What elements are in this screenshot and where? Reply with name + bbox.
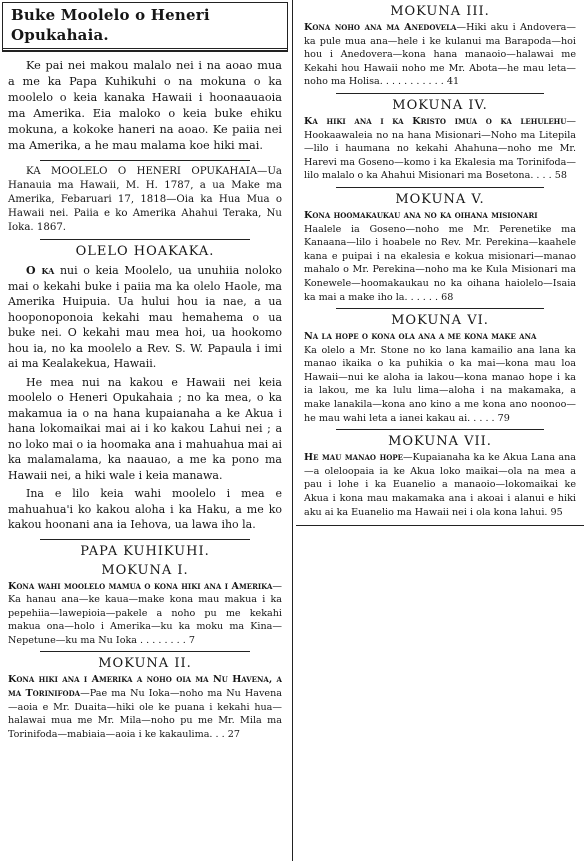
mokuna-2-contents: —Pae ma Nu Ioka—noho ma Nu Havena—aoia e Mr. Duaita—hiki ole ke puana i kekahi hua—halawai mua me Mr. Mila—noho pu me Mr. Mila ma Torinifoda—mabiaia—aoia i ke kakaulima. . . 27: [8, 688, 282, 740]
mokuna-7-heading: MOKUNA VII.: [388, 434, 492, 450]
mokuna-5-lead: Kona hoomakaukau ana no ka oihana misionari: [304, 209, 538, 221]
mokuna-5-entry: [296, 209, 584, 304]
title-box: [2, 2, 288, 52]
mokuna-4-entry: [296, 115, 584, 183]
column-end-rule: [296, 525, 584, 526]
bibliographic-entry: KA MOOLELO O HENERI OPUKAHAIA—Ua Hanauia ma Hawaii, M. H. 1787, a ua Make ma Amerika, Febaruari 17, 1818—Oia ka Hua Mua o Hawaii nei. Paiia e ko Amerika Ahahui Teraka, Nu Ioka. 1867.: [8, 166, 282, 233]
divider-rule: [40, 239, 250, 240]
divider-rule: [40, 651, 250, 652]
mokuna-4-lead: Ka hiki ana i ka Kristo imua o ka lehulehu: [304, 115, 567, 127]
mokuna-4-contents: —Hookaawaleia no na hana Misionari—Noho ma Litepila—lilo i haumana no kekahi Ahahuna—noho me Mr. Harevi ma Goseno—komo i ka Ekalesia ma Torinifoda—lilo malalo o ka Ahahui Misionari ma Bosetona. . . . 58: [304, 115, 576, 182]
mokuna-2-entry: [0, 673, 290, 741]
divider-rule: [336, 187, 544, 188]
divider-rule: [336, 429, 544, 430]
mokuna-5-heading: MOKUNA V.: [395, 191, 485, 207]
left-column: [0, 0, 290, 741]
mokuna-3-heading: MOKUNA III.: [390, 4, 490, 19]
mokuna-2-heading: MOKUNA II.: [98, 656, 192, 672]
divider-rule: [40, 160, 250, 161]
papa-kuhikuhi-heading: PAPA KUHIKUHI.: [80, 543, 210, 559]
mokuna-2-lead: Kona hiki ana i Amerika a noho oia ma Nu Havena, a ma Torinifoda: [8, 674, 282, 700]
column-rule: [292, 0, 293, 861]
olelo-paragraph-2: He mea nui na kakou e Hawaii nei keia moolelo o Heneri Opukahaia ; no ka mea, o ka makamua ia o na hana kupaianaha a ke Akua i hana lokomaikai mai ai i ko kakou Lahui nei ; a no loko mai o ia hoomaka ana i mahuahua mai ai ka malamalama, ka naauao, a me ka pono ma Hawaii nei, a hiki wale i keia manawa.: [8, 375, 282, 482]
mokuna-5-contents: Haalele ia Goseno—noho me Mr. Perenetike ma Kanaana—lilo i hoabele no Rev. Mr. Perekina—kaahele kana e puipai i na ekalesia e kokua misionari—manao mahalo o Mr. Perekina—noho ma ke Kula Misionari ma Konewele—hoomakaukau no ka oihana haiolelo—Isaia ka mai a make iho la. . . . . . 68: [304, 223, 576, 303]
page-title: Buke Moolelo o Heneri Opukahaia.: [3, 3, 287, 51]
mokuna-6-contents: Ka olelo a Mr. Stone no ko lana kamailio ana lana ka manao ikaika o ka puhikia o ka mai—kona mau loa Hawaii—nui ke aloha ia lakou—kona manao hope i ka ia lakou, me ka lulu lima—aloha i na makamaka, a make lanakila—kona ano kino a me kona ano noonoo—he mau wahi leta a ianei kakau ai. . . . . 79: [304, 344, 576, 424]
mokuna-1-lead: Kona wahi moolelo mamua o kona hiki ana i Amerika: [8, 580, 273, 592]
divider-rule: [40, 539, 250, 540]
mokuna-1-contents: —Ka hanau ana—ke kaua—make kona mau makua i ka pepehiia—lawepioia—pakele a noho pu me kekahi makua ona—holo i Amerika—ku ka moku ma Kina—Nepetune—ku ma Nu Ioka . . . . . . . . 7: [8, 580, 282, 646]
mokuna-4-heading: MOKUNA IV.: [392, 97, 488, 113]
olelo-paragraph-3: Ina e lilo keia wahi moolelo i mea e mahuahua'i ko kakou aloha i ka Haku, a me ko kakou hoonani ana ia Iehova, ua lawa iho la.: [8, 487, 282, 531]
divider-rule: [336, 308, 544, 309]
mokuna-6-heading: MOKUNA VI.: [391, 313, 489, 329]
right-column: [296, 0, 584, 530]
mokuna-6-lead: Na la hope o kona ola ana a me kona make ana: [304, 331, 537, 343]
mokuna-1-entry: [0, 580, 290, 648]
mokuna-3-entry: [296, 21, 584, 89]
mokuna-7-entry: [296, 451, 584, 519]
mokuna-7-contents: —Kupaianaha ka ke Akua Lana ana—a oleloopaia ia ke Akua loko maikai—ola na mea a pau i lohe i ka Euanelio a manaoio—lokomaikai ke Akua i kona mau makamaka ana i akoai i alanui e hiki aku ai ka Euanelio ma Hawaii nei i ola kona lahui. 95: [304, 452, 576, 518]
divider-rule: [336, 93, 544, 94]
olelo-paragraph-1-text: nui o keia Moolelo, ua unuhiia noloko mai o kekahi buke i paiia ma ka olelo Haole, ma Amerika Huipuia. Ua hului hou ia nae, a ua hooponoponoia kekahi mau hemahema o ua buke nei. O kekahi mau mea hoi, ua hookomo hou ia, no ka moolelo a Rev. S. W. Papaula i imi ai ma Kealakekua, Hawaii.: [8, 264, 283, 370]
mokuna-3-contents: —Hiki aku i Andovera—ka pule mua ana—hele i ke kulanui ma Barapoda—hoi hou i Anedovera—kona hana manaoio—halawai me Kekahi hou Hawaii noho me Mr. Abota—he mau leta—noho ma Holisa. . . . . . . . . . . 41: [304, 22, 576, 88]
mokuna-3-lead: Kona noho ana ma Anedovela: [304, 22, 457, 33]
olelo-paragraph-1: [0, 263, 290, 372]
olelo-hoakaka-heading: OLELO HOAKAKA.: [75, 244, 215, 259]
mokuna-1-heading: MOKUNA I.: [101, 562, 189, 578]
olelo-paragraph-1-lead: O ka: [26, 264, 55, 277]
mokuna-7-lead: He mau manao hope: [304, 452, 403, 464]
mokuna-6-entry: [296, 330, 584, 425]
intro-paragraph: Ke pai nei makou malalo nei i na aoao mua a me ka Papa Kuhikuhi o na mokuna o ka moolelo o keia kanaka Hawaii i hoonaauaoia ma Amerika. Eia maloko o keia buke ehiku mokuna, a kokoke haneri na aoao. Ke paiia nei ma Amerika, a he mau malama koe hiki mai.: [8, 59, 282, 152]
